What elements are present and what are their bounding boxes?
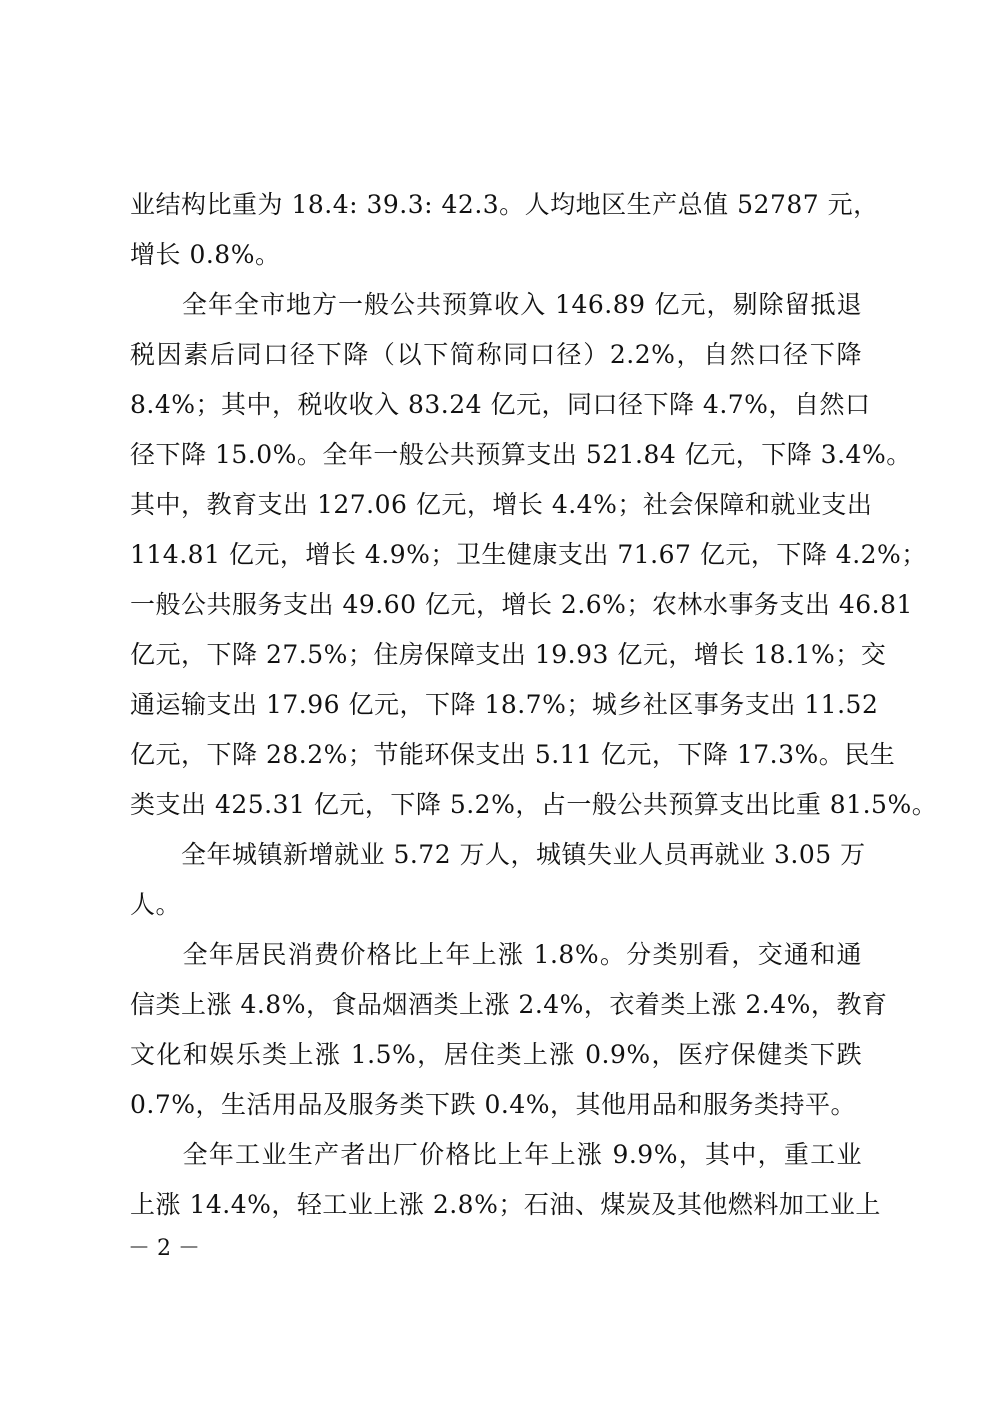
text-line: 人。 xyxy=(130,890,182,919)
paragraph-first-line: 全年全市地方一般公共预算收入 146.89 亿元，剔除留抵退 xyxy=(130,290,862,319)
text-line: 增长 0.8%。 xyxy=(130,240,281,269)
text-line: 亿元，下降 28.2%；节能环保支出 5.11 亿元，下降 17.3%。民生 xyxy=(130,740,896,769)
text-line: 税因素后同口径下降（以下简称同口径）2.2%，自然口径下降 xyxy=(130,340,862,369)
text-line: 亿元，下降 27.5%；住房保障支出 19.93 亿元，增长 18.1%；交 xyxy=(130,640,887,669)
text-line: 一般公共服务支出 49.60 亿元，增长 2.6%；农林水事务支出 46.81 xyxy=(130,590,913,619)
text-line: 8.4%；其中，税收收入 83.24 亿元，同口径下降 4.7%，自然口 xyxy=(130,390,871,419)
text-line: 信类上涨 4.8%，食品烟酒类上涨 2.4%，衣着类上涨 2.4%，教育 xyxy=(130,990,888,1019)
page-number: － 2 － xyxy=(128,1236,200,1261)
text-line: 0.7%，生活用品及服务类下跌 0.4%，其他用品和服务类持平。 xyxy=(130,1090,856,1119)
text-line: 上涨 14.4%，轻工业上涨 2.8%；石油、煤炭及其他燃料加工业上 xyxy=(130,1190,881,1219)
text-line: 114.81 亿元，增长 4.9%；卫生健康支出 71.67 亿元，下降 4.2%； xyxy=(130,540,927,569)
text-line: 文化和娱乐类上涨 1.5%，居住类上涨 0.9%，医疗保健类下跌 xyxy=(130,1040,862,1069)
paragraph-first-line: 全年工业生产者出厂价格比上年上涨 9.9%，其中，重工业 xyxy=(130,1140,862,1169)
paragraph-first-line: 全年城镇新增就业 5.72 万人，城镇失业人员再就业 3.05 万 xyxy=(130,840,866,869)
text-line: 业结构比重为 18.4: 39.3: 42.3。人均地区生产总值 52787 元， xyxy=(130,190,879,219)
text-line: 通运输支出 17.96 亿元，下降 18.7%；城乡社区事务支出 11.52 xyxy=(130,690,879,719)
paragraph-first-line: 全年居民消费价格比上年上涨 1.8%。分类别看，交通和通 xyxy=(130,940,862,969)
text-line: 径下降 15.0%。全年一般公共预算支出 521.84 亿元，下降 3.4%。 xyxy=(130,440,912,469)
text-line: 其中，教育支出 127.06 亿元，增长 4.4%；社会保障和就业支出 xyxy=(130,490,873,519)
text-line: 类支出 425.31 亿元，下降 5.2%，占一般公共预算支出比重 81.5%。 xyxy=(130,790,938,819)
